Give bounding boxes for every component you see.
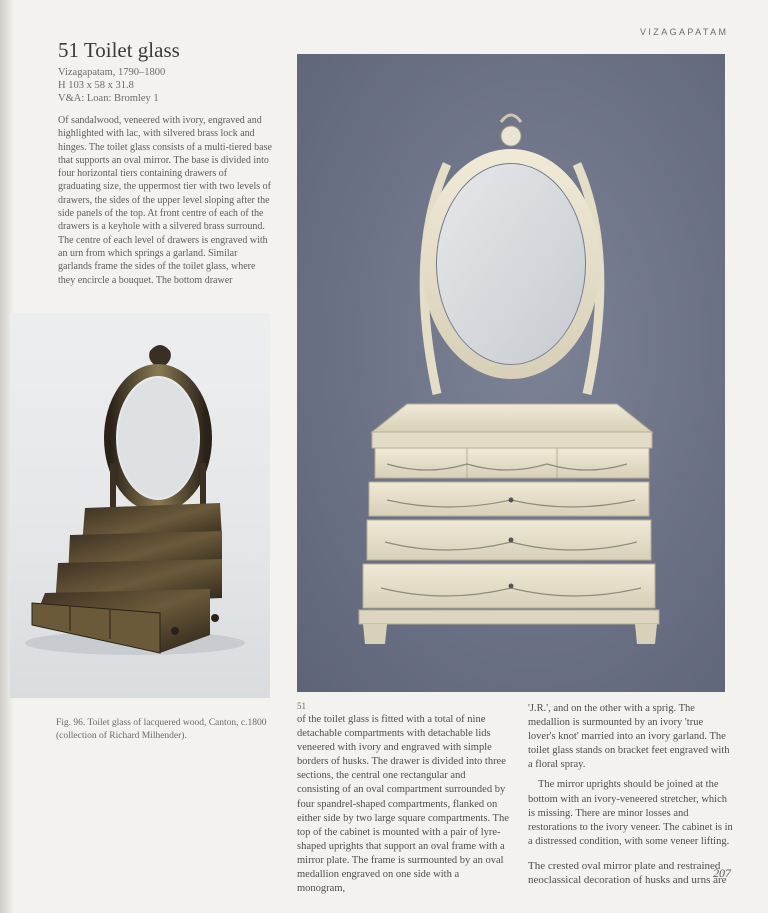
entry-description: Of sandalwood, veneered with ivory, engraved and highlighted with lac, with silvered brass lock and hinges. The toilet glass consists of a multi-tiered base that supports an oval mirror. The base is divided into four horizontal tiers containing drawers of graduating size, the uppermost tier with two levels of drawers, the sides of the upper level sloping after the side panels of the top. At front centre of each of the drawers is a keyhole with a silvered brass surround. The centre of each level of drawers is engraved with an urn from which springs a garland. Similar garlands frame the sides of the toilet glass, where they encircle a bouquet. The bottom drawer [58,115,272,286]
entry-metadata [58,66,165,105]
entry-dimensions: H 103 x 58 x 31.8 [58,80,134,91]
body-paragraph: 'J.R.', and on the other with a sprig. The medallion is surmounted by an ivory 'true lover's knot' married into an ivory garland. The toilet glass stands on bracket feet engraved with a floral spray. [528,703,730,771]
figure-96-photo [10,313,270,698]
figure-51-photo [297,54,725,692]
entry-origin: Vizagapatam, 1790–1800 [58,67,166,78]
body-paragraph: The mirror uprights should be joined at the bottom with an ivory-veneered stretcher, which is missing. There are minor losses and restorations to the ivory veneer. The cabinet is in a distressed condition, with some veneer lifting. [528,779,733,847]
running-head: VIZAGAPATAM [640,27,729,37]
entry-accession: V&A: Loan: Bromley 1 [58,93,159,104]
body-paragraph: The crested oval mirror plate and restrained neoclassical decoration of husks and urns are [528,859,727,887]
figure-51-number: 51 [297,701,306,711]
figure-96-caption: Fig. 96. Toilet glass of lacquered wood, Canton, c.1800 (collection of Richard Milhender). [56,718,267,741]
lacquer-toilet-glass-illustration [10,313,270,698]
body-column-right [528,702,733,894]
body-column-left: of the toilet glass is fitted with a total of nine detachable compartments with detachable lids veneered with ivory and engraved with simple borders of husks. The drawer is divided into three sections, the central one rectangular and consisting of an oval compartment surrounded by four spandrel-shaped compartments, flanked on either side by two large square compartments. The top of the cabinet is mounted with a pair of lyre-shaped uprights that support an oval frame with a mirror plate. The frame is surmounted by an oval medallion engraved on one side with a monogram, [297,714,509,895]
entry-title: 51 Toilet glass [58,38,180,62]
ivory-toilet-glass-illustration [297,54,725,692]
page-number: 207 [713,866,731,880]
